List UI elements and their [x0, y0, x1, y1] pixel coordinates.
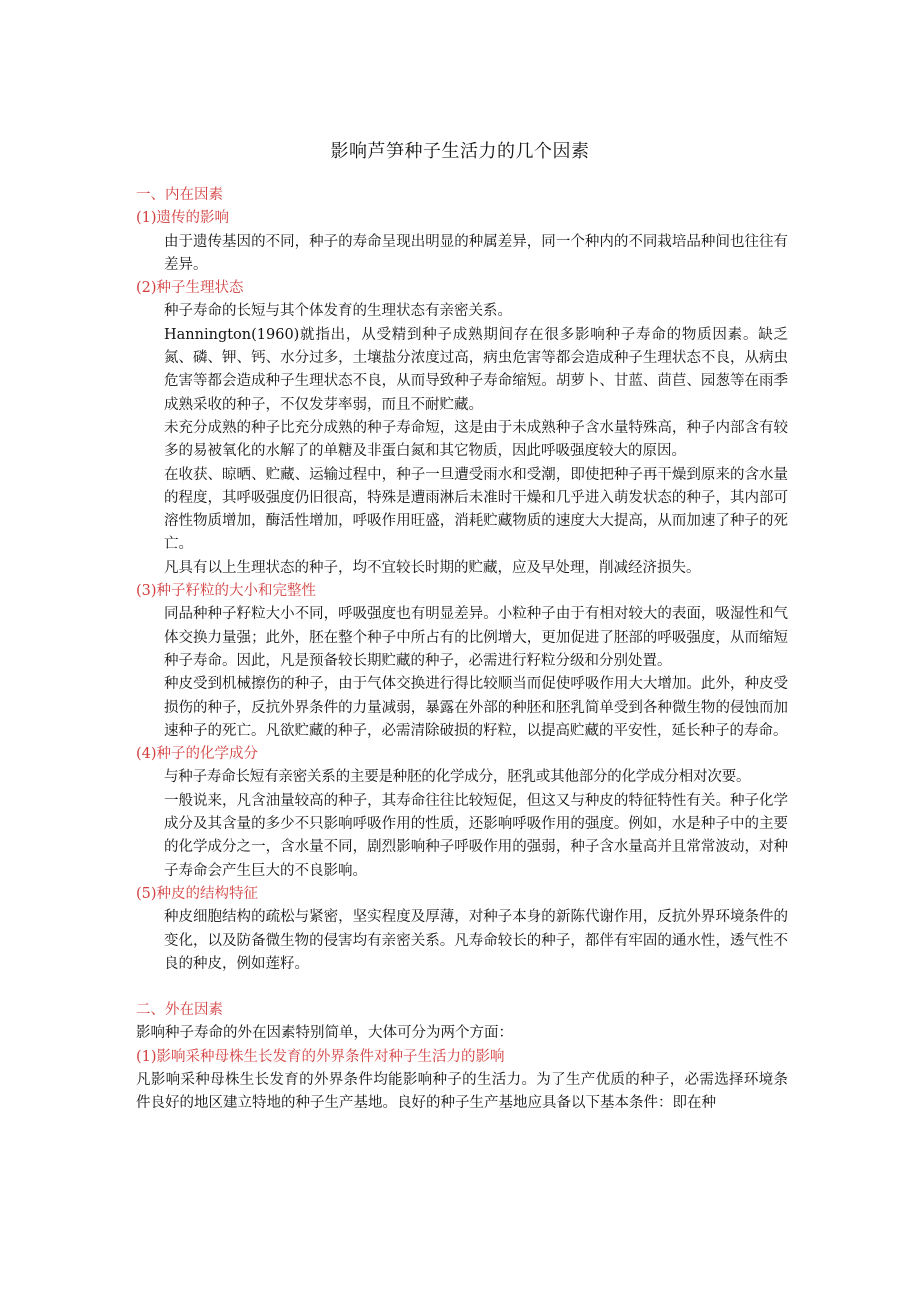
paragraph: 凡具有以上生理状态的种子，均不宜较长时期的贮藏，应及早处理，削减经济损失。: [164, 559, 701, 576]
paragraph: 凡影响采种母株生长发育的外界条件均能影响种子的生活力。为了生产优质的种子，必需选择环境条件良好的地区建立特地的种子生产基地。良好的种子生产基地应具备以下基本条件：即在种: [136, 1071, 788, 1112]
paragraph: 未充分成熟的种子比充分成熟的种子寿命短，这是由于未成熟种子含水量特殊高，种子内部含有较多的易被氧化的水解了的单糖及非蛋白氮和其它物质，因此呼吸强度较大的原因。: [164, 419, 788, 460]
subheading-parent-plant: (1)影响采种母株生长发育的外界条件对种子生活力的影响: [136, 1048, 505, 1065]
document-body: [136, 184, 788, 1116]
subheading-physiology: (2)种子生理状态: [136, 280, 244, 297]
section-spacer: [136, 976, 788, 999]
subheading-seed-coat: (5)种皮的结构特征: [136, 885, 259, 902]
subheading-genetics: (1)遗传的影响: [136, 210, 230, 227]
paragraph: 影响种子寿命的外在因素特别简单，大体可分为两个方面：: [136, 1025, 513, 1042]
subheading-chemistry: (4)种子的化学成分: [136, 746, 259, 763]
paragraph: 种子寿命的长短与其个体发育的生理状态有亲密关系。: [164, 303, 512, 320]
section-heading-internal: 一、内在因素: [136, 187, 223, 203]
section-heading-external: 二、外在因素: [136, 1002, 223, 1019]
subheading-seed-size: (3)种子籽粒的大小和完整性: [136, 583, 317, 600]
document-title: 影响芦笋种子生活力的几个因素: [330, 141, 590, 162]
paragraph: 种皮细胞结构的疏松与紧密，坚实程度及厚薄，对种子本身的新陈代谢作用，反抗外界环境条件的变化，以及防备微生物的侵害均有亲密关系。凡寿命较长的种子，都伴有牢固的通水性，透气性不良的种皮，例如莲籽。: [164, 909, 788, 972]
paragraph: Hannington(1960)就指出，从受精到种子成熟期间存在很多影响种子寿命的物质因素。缺乏氮、磷、钾、钙、水分过多，土壤盐分浓度过高，病虫危害等都会造成种子生理状态不良，从病虫危害等都会造成种子生理状态不良，从而导致种子寿命缩短。胡萝卜、甘蓝、茴苣、园葱等在雨季成熟采收的种子，不仅发芽率弱，而且不耐贮藏。: [164, 326, 788, 413]
paragraph: 在收获、晾晒、贮藏、运输过程中，种子一旦遭受雨水和受潮，即使把种子再干燥到原来的含水量的程度，其呼吸强度仍旧很高，特殊是遭雨淋后未准时干燥和几乎进入萌发状态的种子，其内部可溶性物质增加，酶活性增加，呼吸作用旺盛，消耗贮藏物质的速度大大提高，从而加速了种子的死亡。: [164, 466, 788, 553]
paragraph: 同品种种子籽粒大小不同，呼吸强度也有明显差异。小粒种子由于有相对较大的表面，吸湿性和气体交换力量强；此外，胚在整个种子中所占有的比例增大，更加促进了胚部的呼吸强度，从而缩短种子寿命。因此，凡是预备较长期贮藏的种子，必需进行籽粒分级和分别处置。: [164, 606, 788, 669]
paragraph: 一般说来，凡含油量较高的种子，其寿命往往比较短促，但这又与种皮的特征特性有关。种子化学成分及其含量的多少不只影响呼吸作用的性质，还影响呼吸作用的强度。例如，水是种子中的主要的化学成分之一，含水量不同，剧烈影响种子呼吸作用的强弱，种子含水量高并且常常波动，对种子寿命会产生巨大的不良影响。: [164, 792, 788, 879]
paragraph: 与种子寿命长短有亲密关系的主要是种胚的化学成分，胚乳或其他部分的化学成分相对次要。: [164, 769, 751, 786]
paragraph: 种皮受到机械擦伤的种子，由于气体交换进行得比较顺当而促使呼吸作用大大增加。此外，种皮受损伤的种子，反抗外界条件的力量减弱，暴露在外部的种胚和胚乳简单受到各种微生物的侵蚀而加速种子的死亡。凡欲贮藏的种子，必需清除破损的籽粒，以提高贮藏的平安性，延长种子的寿命。: [164, 676, 788, 739]
paragraph: 由于遗传基因的不同，种子的寿命呈现出明显的种属差异，同一个种内的不同栽培品种间也往往有差异。: [164, 233, 788, 273]
